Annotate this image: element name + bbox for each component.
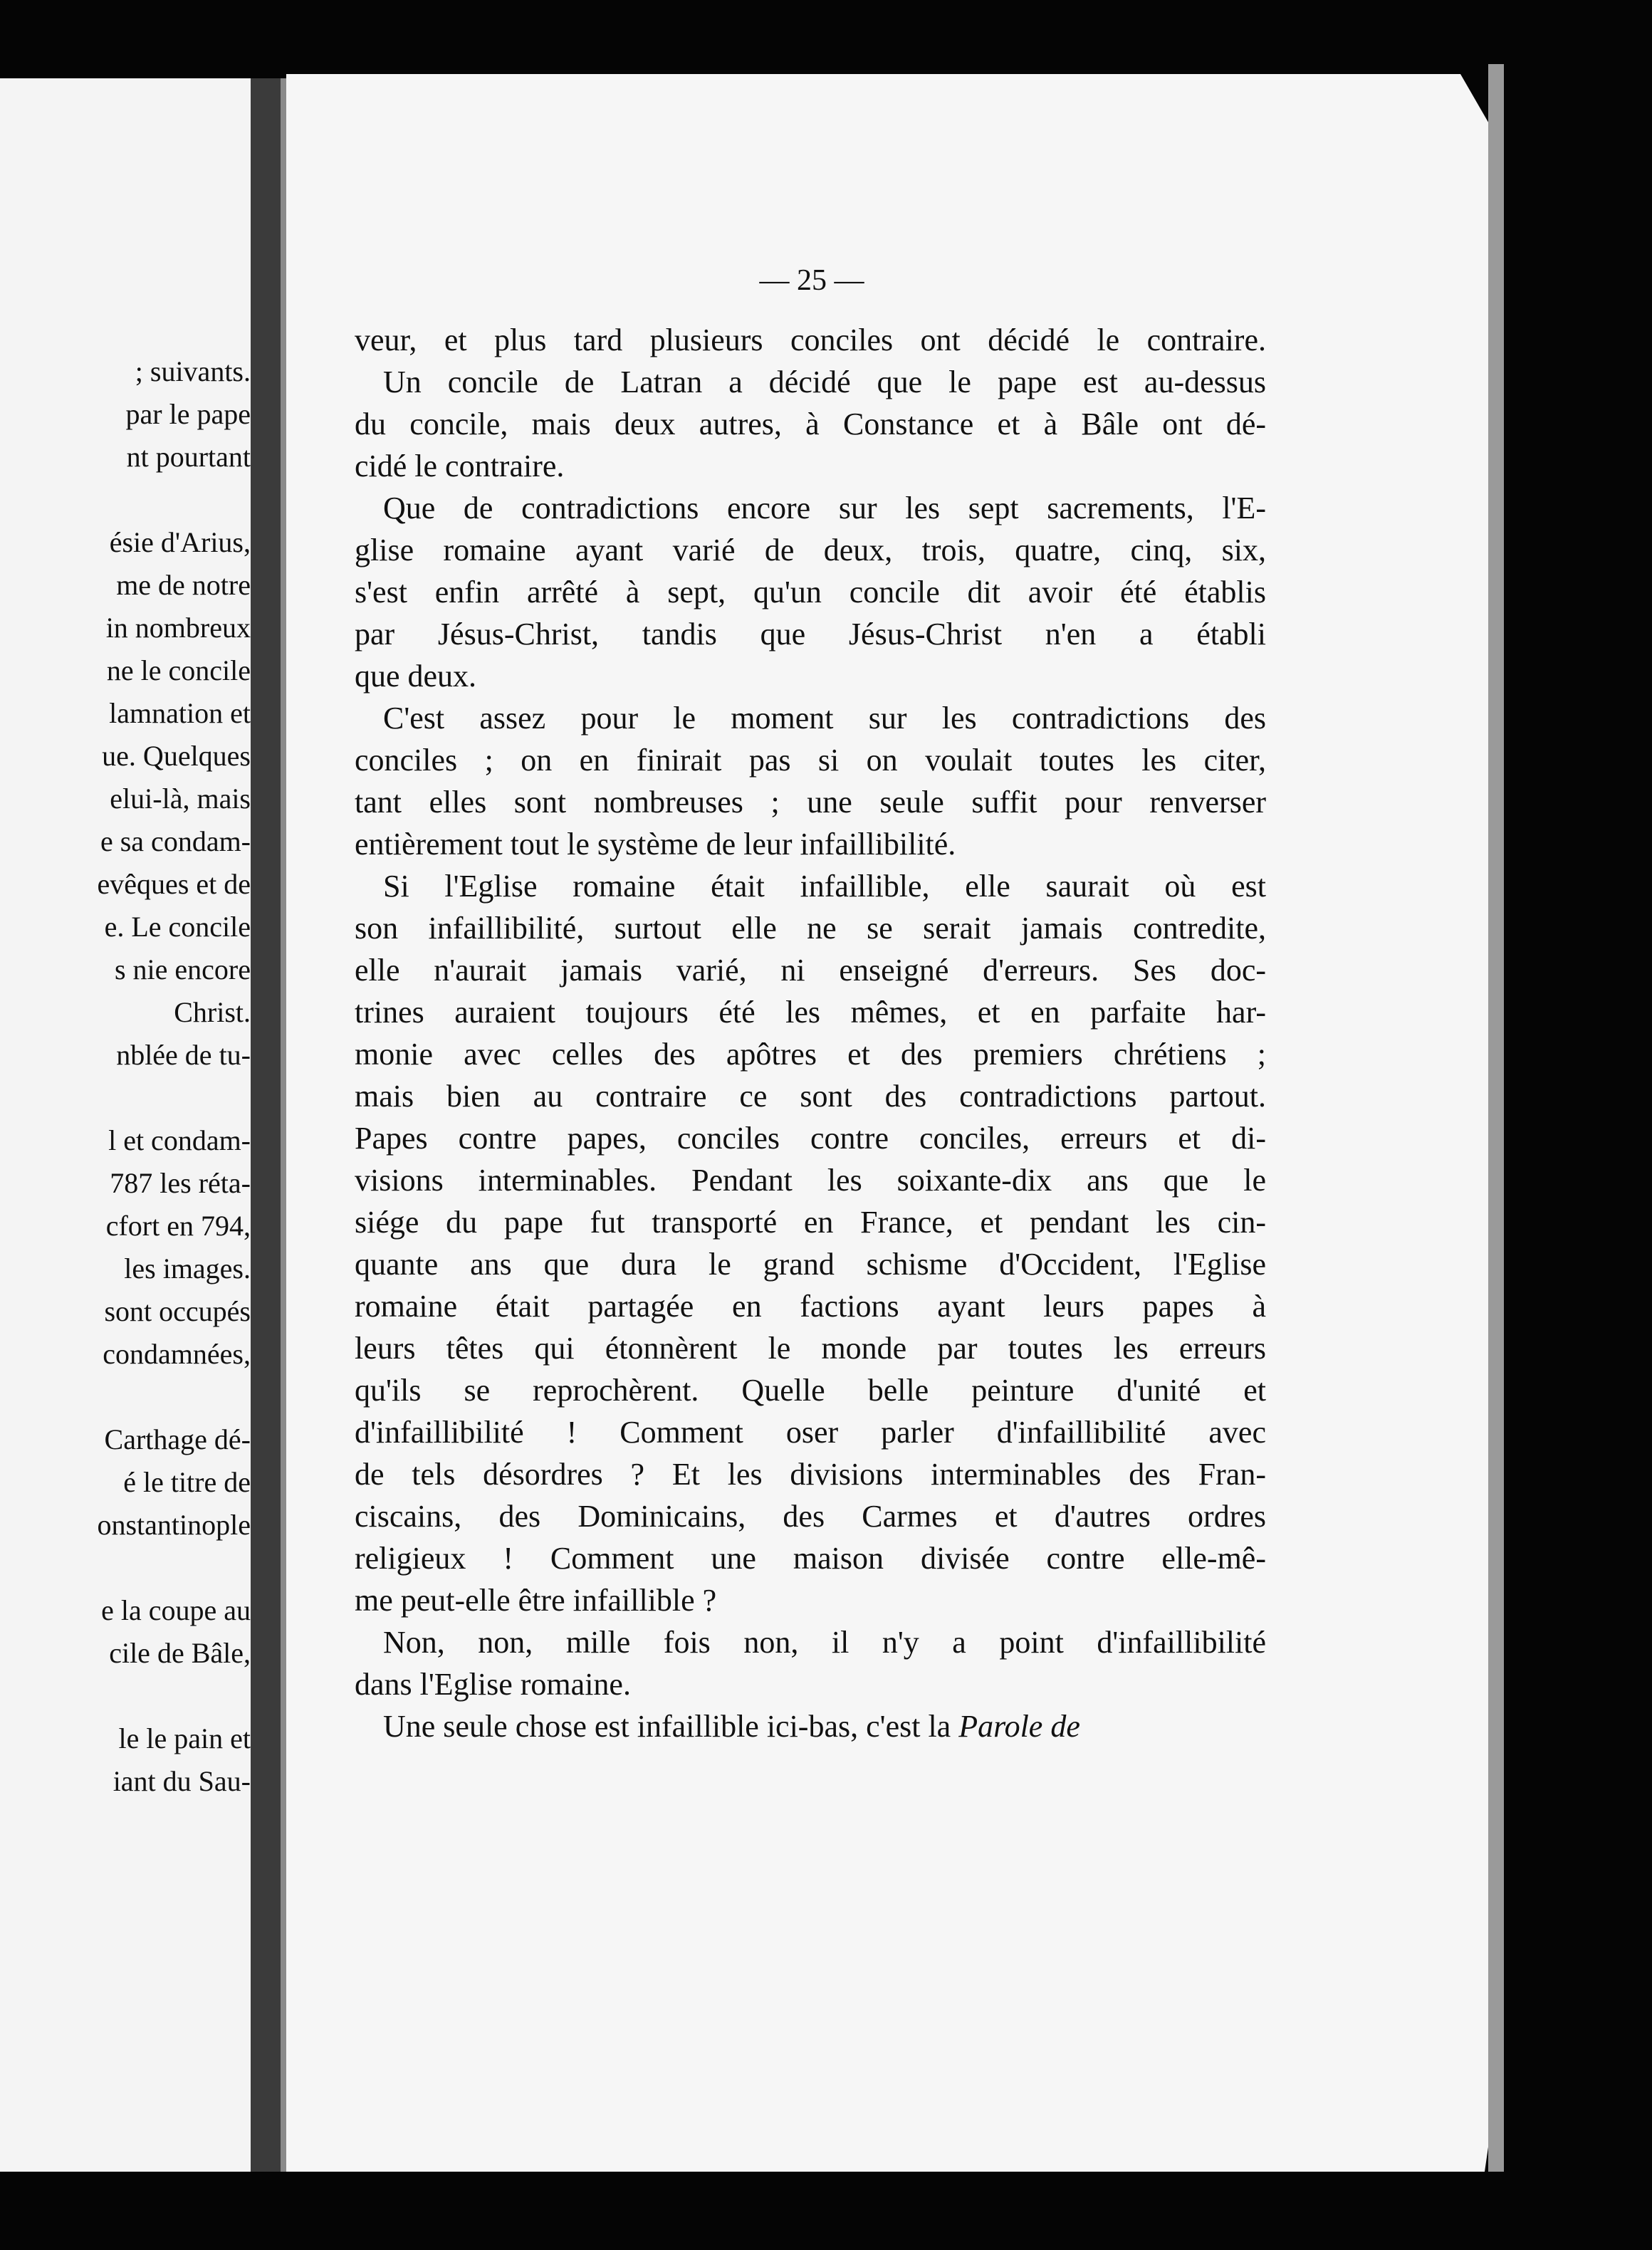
final-line-text: Une seule chose est infaillible ici-bas, c'est la bbox=[383, 1709, 959, 1744]
left-page-line: ue. Quelques bbox=[102, 740, 251, 772]
left-page-line: nt pourtant bbox=[126, 441, 251, 473]
text-line: glise romaine ayant varié de deux, trois, quatre, cinq, six, bbox=[355, 533, 1266, 567]
text-line: Un concile de Latran a décidé que le pape est au-dessus bbox=[383, 365, 1266, 399]
text-line: du concile, mais deux autres, à Constance et à Bâle ont dé- bbox=[355, 407, 1266, 441]
left-page-line: me de notre bbox=[116, 569, 251, 601]
text-line: C'est assez pour le moment sur les contradictions des bbox=[383, 701, 1266, 736]
text-line: conciles ; on en finirait pas si on voulait toutes les citer, bbox=[355, 743, 1266, 778]
text-line: visions interminables. Pendant les soixante-dix ans que le bbox=[355, 1163, 1266, 1198]
left-page-line bbox=[0, 478, 251, 521]
text-line: son infaillibilité, surtout elle ne se serait jamais contredite, bbox=[355, 911, 1266, 946]
text-line: veur, et plus tard plusieurs conciles ont décidé le contraire. bbox=[355, 323, 1266, 357]
text-line: ciscains, des Dominicains, des Carmes et d'autres ordres bbox=[355, 1499, 1266, 1534]
text-line: mais bien au contraire ce sont des contradictions partout. bbox=[355, 1079, 1266, 1114]
body-text bbox=[355, 319, 1266, 1747]
text-line: me peut-elle être infaillible ? bbox=[355, 1583, 717, 1618]
text-line: par Jésus-Christ, tandis que Jésus-Christ n'en a établi bbox=[355, 617, 1266, 652]
text-line: Papes contre papes, conciles contre conciles, erreurs et di- bbox=[355, 1121, 1266, 1156]
left-page-line: ne le concile bbox=[106, 654, 251, 686]
text-line: Non, non, mille fois non, il n'y a point d'infaillibilité bbox=[383, 1625, 1266, 1660]
left-page-line: les images. bbox=[124, 1252, 251, 1284]
left-page-line: e la coupe au bbox=[101, 1594, 251, 1626]
left-page-line bbox=[0, 1376, 251, 1418]
left-page-line bbox=[0, 1675, 251, 1717]
left-page-line: evêques et de bbox=[97, 868, 251, 900]
left-page-text bbox=[0, 350, 251, 1803]
text-line: quante ans que dura le grand schisme d'Occident, l'Eglise bbox=[355, 1247, 1266, 1282]
left-page-line bbox=[0, 1547, 251, 1589]
left-page-line: 787 les réta- bbox=[110, 1167, 251, 1199]
text-line: d'infaillibilité ! Comment oser parler d'infaillibilité avec bbox=[355, 1415, 1266, 1450]
left-page-line: s nie encore bbox=[114, 953, 251, 985]
text-line: trines auraient toujours été les mêmes, et en parfaite har- bbox=[355, 995, 1266, 1030]
left-page-line: in nombreux bbox=[105, 612, 251, 644]
left-page-line: cile de Bâle, bbox=[109, 1637, 251, 1669]
text-line: monie avec celles des apôtres et des premiers chrétiens ; bbox=[355, 1037, 1266, 1072]
page-number: — 25 — bbox=[759, 264, 864, 297]
text-line: romaine était partagée en factions ayant leurs papes à bbox=[355, 1289, 1266, 1324]
left-page-line: é le titre de bbox=[123, 1466, 251, 1498]
left-page-line: ; suivants. bbox=[135, 355, 251, 387]
text-line: de tels désordres ? Et les divisions interminables des Fran- bbox=[355, 1457, 1266, 1492]
final-line bbox=[355, 1705, 1266, 1747]
left-page-line: par le pape bbox=[125, 398, 251, 430]
book-gutter bbox=[251, 78, 281, 2172]
text-line: elle n'aurait jamais varié, ni enseigné d'erreurs. Ses doc- bbox=[355, 953, 1266, 988]
left-page-line: elui-là, mais bbox=[110, 783, 251, 815]
left-page-line: Christ. bbox=[174, 996, 251, 1028]
text-line: tant elles sont nombreuses ; une seule suffit pour renverser bbox=[355, 785, 1266, 820]
left-page-line: nblée de tu- bbox=[116, 1039, 251, 1071]
text-line: qu'ils se reprochèrent. Quelle belle peinture d'unité et bbox=[355, 1373, 1266, 1408]
left-page-line: onstantinople bbox=[97, 1509, 251, 1541]
left-page-line: cfort en 794, bbox=[105, 1210, 251, 1242]
text-line: entièrement tout le système de leur infaillibilité. bbox=[355, 827, 956, 862]
left-page-line: condamnées, bbox=[103, 1338, 251, 1370]
left-page-line: sont occupés bbox=[104, 1295, 251, 1327]
text-line: religieux ! Comment une maison divisée contre elle-mê- bbox=[355, 1541, 1266, 1576]
left-page-line: iant du Sau- bbox=[113, 1765, 251, 1797]
final-line-italic: Parole de bbox=[958, 1709, 1080, 1744]
text-line: dans l'Eglise romaine. bbox=[355, 1667, 631, 1702]
text-line: s'est enfin arrêté à sept, qu'un concile dit avoir été établis bbox=[355, 575, 1266, 609]
text-line: leurs têtes qui étonnèrent le monde par toutes les erreurs bbox=[355, 1331, 1266, 1366]
text-line: Si l'Eglise romaine était infaillible, elle saurait où est bbox=[383, 869, 1266, 904]
left-page-line: le le pain et bbox=[118, 1722, 251, 1754]
text-line: Que de contradictions encore sur les sept sacrements, l'E- bbox=[383, 491, 1266, 525]
text-line: cidé le contraire. bbox=[355, 449, 565, 483]
text-line: que deux. bbox=[355, 659, 477, 694]
page-edge bbox=[1488, 64, 1504, 2172]
left-page-line: l et condam- bbox=[108, 1124, 251, 1156]
left-page-line: ésie d'Arius, bbox=[109, 526, 251, 558]
text-line: siége du pape fut transporté en France, et pendant les cin- bbox=[355, 1205, 1266, 1240]
left-page-line: Carthage dé- bbox=[104, 1423, 251, 1455]
left-page-line: e sa condam- bbox=[100, 825, 251, 857]
left-page-line: e. Le concile bbox=[104, 911, 251, 943]
left-page-line bbox=[0, 1077, 251, 1119]
left-page-fragment bbox=[0, 78, 251, 2172]
left-page-line: lamnation et bbox=[109, 697, 251, 729]
